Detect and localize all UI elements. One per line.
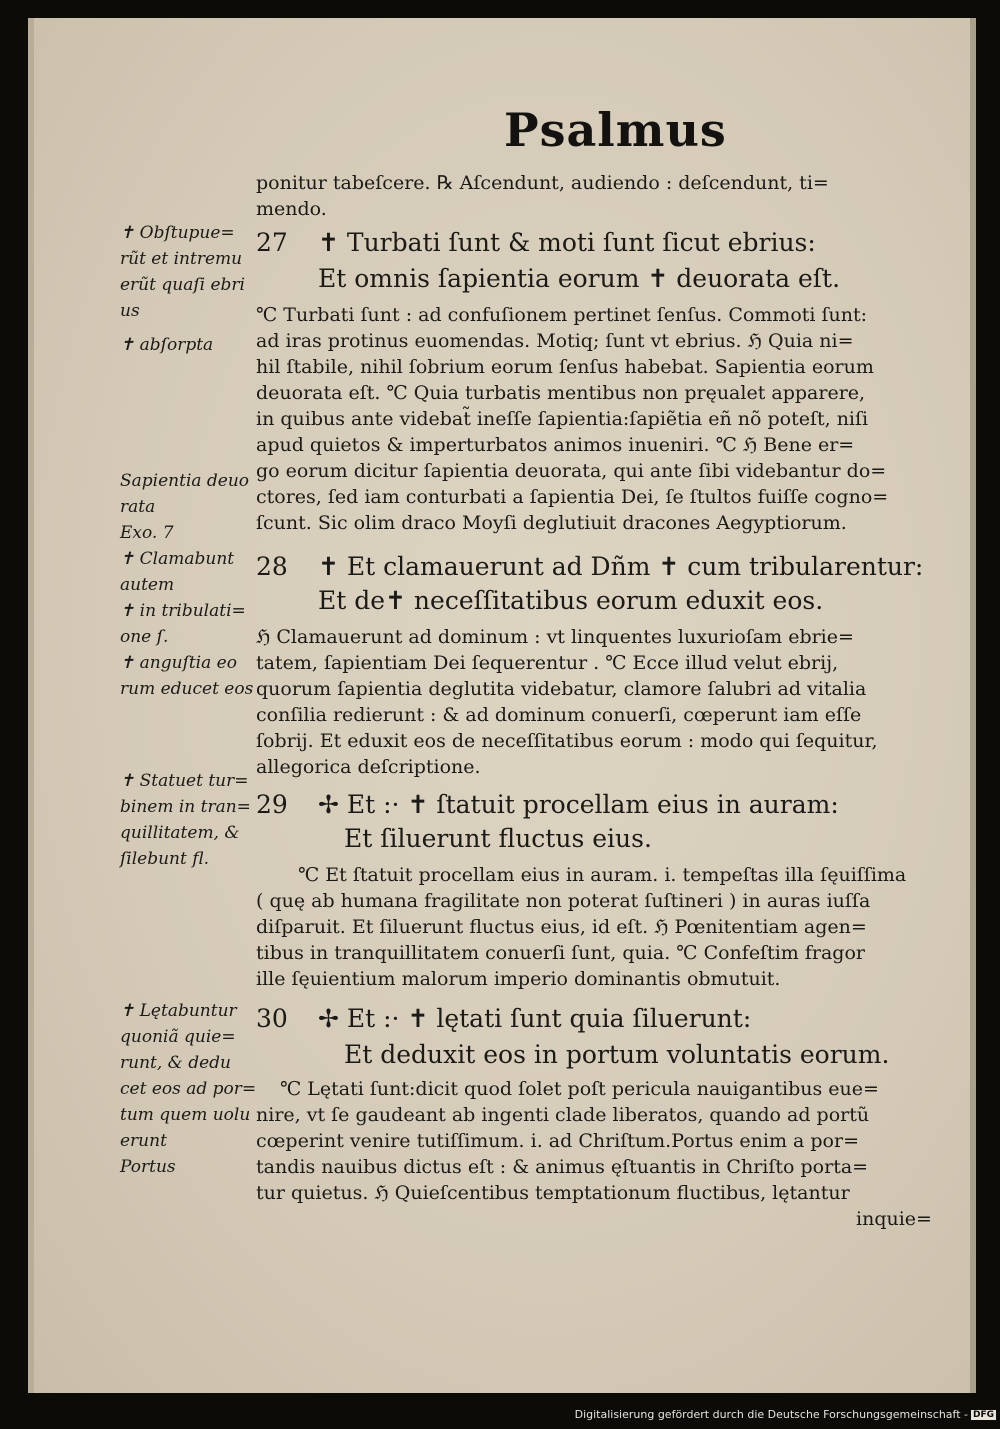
verse-text: ✢ Et :· ✝ lętati ſunt quia ſiluerunt:: [318, 1004, 752, 1033]
text-line: quorum ſapientia deglutita videbatur, clamore ſalubri ad vitalia: [256, 678, 867, 700]
verse-text: ✢ Et :· ✝ ſtatuit procellam eius in auram:: [318, 790, 839, 819]
text-line: diſparuit. Et ſiluerunt fluctus eius, id eſt. ℌ Pœnitentiam agen=: [256, 916, 867, 938]
margin-note-line: quoniã quie=: [120, 1027, 236, 1047]
margin-note: [120, 468, 270, 702]
verse-line: [256, 790, 839, 819]
margin-note-line: ſilebunt fl.: [120, 849, 209, 869]
verse-number: 28: [256, 552, 288, 581]
footer-credit: [0, 1408, 996, 1421]
text-line: allegorica deſcriptione.: [256, 756, 481, 778]
margin-note-line: Portus: [120, 1157, 176, 1177]
text-line: hil ſtabile, nihil ſobrium eorum ſenſus habebat. Sapientia eorum: [256, 356, 874, 378]
margin-note-line: ✝ Clamabunt: [120, 549, 235, 569]
margin-note-line: binem in tran=: [120, 797, 251, 817]
verse-line: Et de✝ neceſſitatibus eorum eduxit eos.: [318, 586, 824, 615]
margin-note-line: ✝ Statuet tur=: [120, 771, 249, 791]
margin-note-line: rũt et intremu: [120, 249, 243, 269]
text-line: apud quietos & imperturbatos animos inueniri. ℃ ℌ Bene er=: [256, 434, 855, 456]
text-line: deuorata eſt. ℃ Quia turbatis mentibus non pręualet apparere,: [256, 382, 866, 404]
text-line: conſilia redierunt : & ad dominum conuerſi, cœperunt iam eſſe: [256, 704, 862, 726]
text-line: tatem, ſapientiam Dei ſequerentur . ℃ Ecce illud velut ebrij,: [256, 652, 839, 674]
text-line: ℃ Et ſtatuit procellam eius in auram. i. tempeſtas illa ſęuiſſima: [298, 864, 907, 886]
verse-line: [256, 552, 923, 581]
margin-note-line: runt, & dedu: [120, 1053, 231, 1073]
text-line: ille ſęuientium malorum imperio dominantis obmutuit.: [256, 968, 781, 990]
text-line: in quibus ante videbat̃ ineſſe ſapientia:ſapiẽtia eñ nõ poteſt, niſi: [256, 408, 869, 430]
verse-line: Et omnis ſapientia eorum ✝ deuorata eſt.: [318, 264, 841, 293]
footer-text: Digitalisierung gefördert durch die Deutsche Forschungsgemeinschaft -: [574, 1408, 968, 1421]
text-line: go eorum dicitur ſapientia deuorata, qui ante ſibi videbantur do=: [256, 460, 887, 482]
verse-number: 30: [256, 1004, 288, 1033]
margin-note-line: cet eos ad por=: [120, 1079, 257, 1099]
margin-note-line: erunt: [120, 1131, 167, 1151]
verse-line: Et deduxit eos in portum voluntatis eorum.: [344, 1040, 890, 1069]
text-line: ( quę ab humana fragilitate non poterat ſuſtineri ) in auras iuſſa: [256, 890, 871, 912]
text-line: ctores, ſed iam conturbati a ſapientia Dei, ſe ſtultos fuiſſe cogno=: [256, 486, 889, 508]
text-line: ℃ Turbati ſunt : ad confuſionem pertinet ſenſus. Commoti ſunt:: [256, 304, 868, 326]
text-line: tandis nauibus dictus eſt : & animus ęſtuantis in Chriſto porta=: [256, 1156, 869, 1178]
margin-note-line: one ſ.: [120, 627, 169, 647]
margin-note-line: rata: [120, 497, 156, 517]
text-line: ℌ Clamauerunt ad dominum : vt linquentes luxurioſam ebrie=: [256, 626, 854, 648]
catchword: inquie=: [856, 1208, 932, 1230]
margin-note-line: Sapientia deuo: [120, 471, 250, 491]
text-line: ad iras protinus euomendas. Motiq; ſunt vt ebrius. ℌ Quia ni=: [256, 330, 854, 352]
margin-note-line: tum quem uolu: [120, 1105, 251, 1125]
margin-note-line: ✝ anguſtia eo: [120, 653, 237, 673]
verse-line: [256, 228, 816, 257]
verse-text: ✝ Turbati ſunt & moti ſunt ſicut ebrius:: [318, 228, 816, 257]
verse-number: 27: [256, 228, 288, 257]
text-line: tibus in tranquillitatem conuerſi ſunt, quia. ℃ Confeſtim fragor: [256, 942, 865, 964]
margin-note-line: ✝ abſorpta: [120, 335, 214, 355]
text-line: cœperint venire tutiſſimum. i. ad Chriſtum.Portus enim a por=: [256, 1130, 859, 1152]
verse-line: Et ſiluerunt fluctus eius.: [344, 824, 652, 853]
margin-note-line: us: [120, 301, 140, 321]
margin-note-line: autem: [120, 575, 175, 595]
margin-note: [120, 998, 270, 1180]
margin-note: [120, 220, 270, 324]
margin-note: [120, 332, 270, 358]
text-line: mendo.: [256, 198, 327, 220]
margin-note-line: ✝ Lętabuntur: [120, 1001, 237, 1021]
verse-text: ✝ Et clamauerunt ad Dñm ✝ cum tribularentur:: [318, 552, 924, 581]
book-page: [28, 18, 976, 1393]
text-line: ſcunt. Sic olim draco Moyſi deglutiuit dracones Aegyptiorum.: [256, 512, 847, 534]
dfg-logo: DFG: [972, 1410, 994, 1420]
verse-number: 29: [256, 790, 288, 819]
margin-note-line: ✝ in tribulati=: [120, 601, 246, 621]
text-line: ℃ Lętati ſunt:dicit quod ſolet poſt pericula nauigantibus eue=: [280, 1078, 879, 1100]
text-line: ponitur tabeſcere. ℞ Aſcendunt, audiendo : deſcendunt, ti=: [256, 172, 829, 194]
margin-note-line: quillitatem, &: [120, 823, 240, 843]
margin-note: [120, 768, 270, 872]
text-line: ſobrij. Et eduxit eos de neceſſitatibus eorum : modo qui ſequitur,: [256, 730, 878, 752]
page-header-title: Psalmus: [504, 103, 727, 157]
verse-line: [256, 1004, 751, 1033]
margin-note-line: rum educet eos: [120, 679, 254, 699]
margin-note-line: Exo. 7: [120, 523, 174, 543]
text-line: tur quietus. ℌ Quieſcentibus temptationum fluctibus, lętantur: [256, 1182, 850, 1204]
margin-note-line: erũt quaſi ebri: [120, 275, 245, 295]
text-line: nire, vt ſe gaudeant ab ingenti clade liberatos, quando ad portũ: [256, 1104, 870, 1126]
margin-note-line: ✝ Obſtupue=: [120, 223, 235, 243]
